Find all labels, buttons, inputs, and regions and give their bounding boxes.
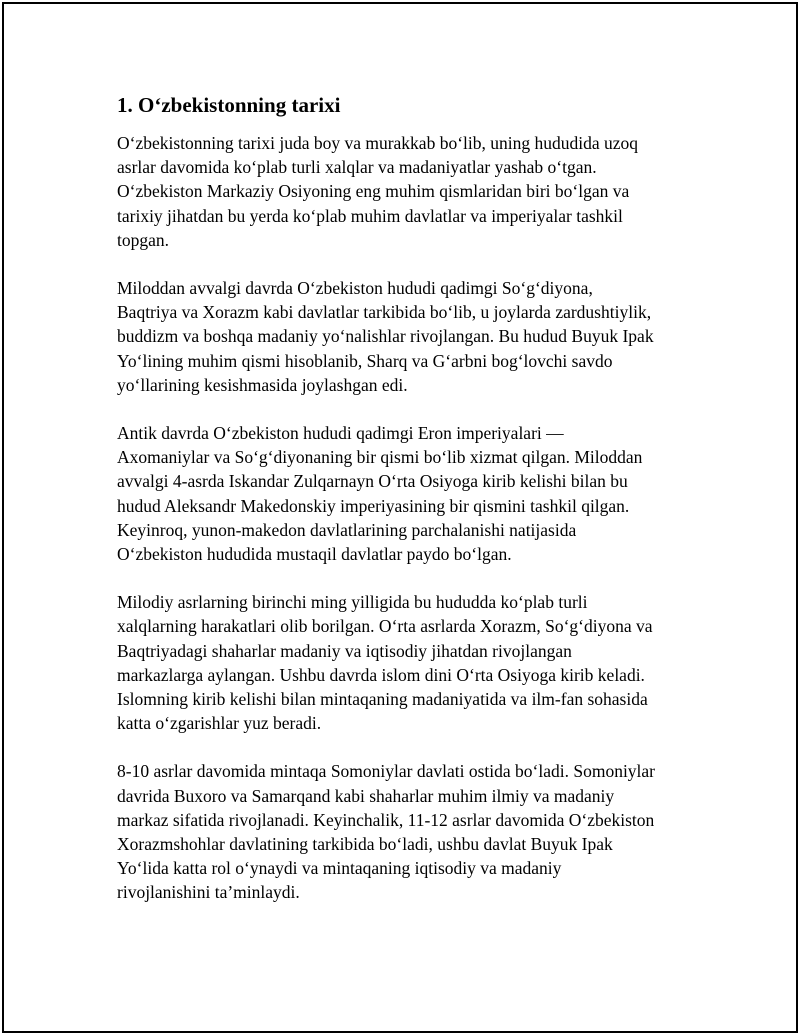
- paragraph-samanids: 8-10 asrlar davomida mintaqa Somoniylar davlati ostida bo‘ladi. Somoniylar davrida Buxoro va Samarqand kabi shaharlar muhim ilmiy va madaniy markaz sifatida rivojlanadi. Keyinchalik, 11-12 asrlar davomida O‘zbekiston Xorazmshohlar davlatining tarkibida bo‘ladi, ushbu davlat Buyuk Ipak Yo‘lida katta rol o‘ynaydi va mintaqaning iqtisodiy va madaniy rivojlanishini ta’minlaydi.: [117, 761, 656, 903]
- paragraph-intro: O‘zbekistonning tarixi juda boy va murakkab bo‘lib, uning hududida uzoq asrlar davomida ko‘plab turli xalqlar va madaniyatlar yashab o‘tgan. O‘zbekiston Markaziy Osiyoning eng muhim qismlaridan biri bo‘lgan va tarixiy jihatdan bu yerda ko‘plab muhim davlatlar va imperiyalar tashkil topgan.: [117, 133, 639, 250]
- paragraph-ancient-era: Miloddan avvalgi davrda O‘zbekiston hududi qadimgi So‘g‘diyona, Baqtriya va Xorazm kabi davlatlar tarkibida bo‘lib, u joylarda zardushtiylik, buddizm va boshqa madaniy yo‘nalishlar rivojlangan. Bu hudud Buyuk Ipak Yo‘lining muhim qismi hisoblanib, Sharq va G‘arbni bog‘lovchi savdo yo‘llarining kesishmasida joylashgan edi.: [117, 278, 654, 395]
- document-body: [117, 91, 697, 929]
- section-heading: 1. O‘zbekistonning tarixi: [117, 93, 341, 117]
- paragraph-first-millennium: Milodiy asrlarning birinchi ming yilligida bu hududda ko‘plab turli xalqlarning harakatlari olib borilgan. O‘rta asrlarda Xorazm, So‘g‘diyona va Baqtriyadagi shaharlar madaniy va iqtisodiy jihatdan rivojlangan markazlarga aylangan. Ushbu davrda islom dini O‘rta Osiyoga kirib keladi. Islomning kirib kelishi bilan mintaqaning madaniyatida va ilm-fan sohasida katta o‘zgarishlar yuz beradi.: [117, 592, 653, 734]
- paragraph-antiquity: Antik davrda O‘zbekiston hududi qadimgi Eron imperiyalari — Axomaniylar va So‘g‘diyonaning bir qismi bo‘lib xizmat qilgan. Miloddan avvalgi 4-asrda Iskandar Zulqarnayn O‘rta Osiyoga kirib kelishi bilan bu hudud Aleksandr Makedonskiy imperiyasining bir qismini tashkil qilgan. Keyinroq, yunon-makedon davlatlarining parchalanishi natijasida O‘zbekiston hududida mustaqil davlatlar paydo bo‘lgan.: [117, 423, 643, 565]
